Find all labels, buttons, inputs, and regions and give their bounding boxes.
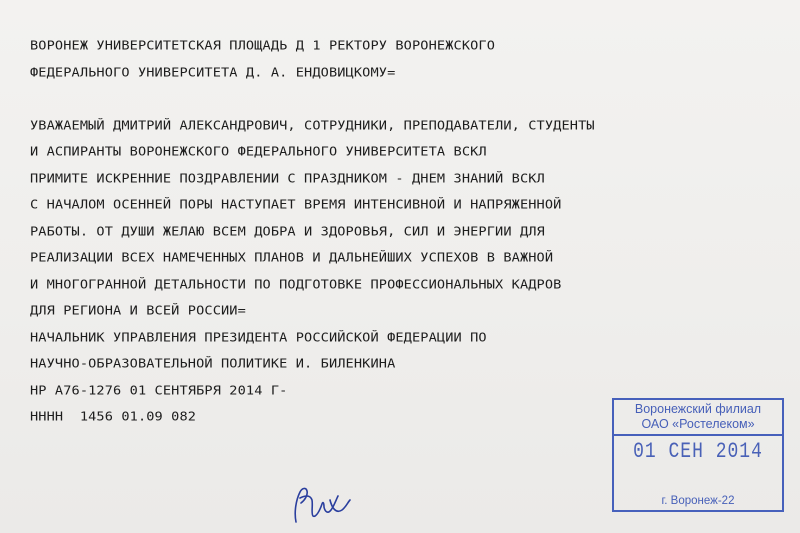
stamp-branch: Воронежский филиал xyxy=(634,402,762,416)
telegram-line-blank xyxy=(30,87,790,111)
telegram-line-sender-1: НАЧАЛЬНИК УПРАВЛЕНИЯ ПРЕЗИДЕНТА РОССИЙСКОЙ ФЕДЕРАЦИИ ПО xyxy=(30,330,487,345)
telegram-line-address-2: ФЕДЕРАЛЬНОГО УНИВЕРСИТЕТА Д. А. ЕНДОВИЦКОМУ= xyxy=(30,65,396,80)
telegram-line-reference: НР А76-1276 01 СЕНТЯБРЯ 2014 Г- xyxy=(30,383,288,398)
telegram-line-body-6: РЕАЛИЗАЦИИ ВСЕХ НАМЕЧЕННЫХ ПЛАНОВ И ДАЛЬНЕЙШИХ УСПЕХОВ В ВАЖНОЙ xyxy=(30,250,554,266)
telegram-line-service: НННН 1456 01.09 082 xyxy=(30,409,197,425)
handwritten-signature xyxy=(286,470,358,530)
postal-stamp xyxy=(612,398,784,512)
telegram-text xyxy=(30,33,790,431)
telegram-line-address-1: ВОРОНЕЖ УНИВЕРСИТЕТСКАЯ ПЛОЩАДЬ Д 1 РЕКТОРУ ВОРОНЕЖСКОГО xyxy=(30,38,496,54)
telegram-line-sender-2: НАУЧНО-ОБРАЗОВАТЕЛЬНОЙ ПОЛИТИКЕ И. БИЛЕНКИНА xyxy=(30,356,396,372)
telegram-line-body-4: С НАЧАЛОМ ОСЕННЕЙ ПОРЫ НАСТУПАЕТ ВРЕМЯ ИНТЕНСИВНОЙ И НАПРЯЖЕННОЙ xyxy=(30,197,562,213)
telegram-line-body-7: И МНОГОГРАННОЙ ДЕТАЛЬНОСТИ ПО ПОДГОТОВКЕ ПРОФЕССИОНАЛЬНЫХ КАДРОВ xyxy=(30,277,562,292)
stamp-date: 01 СЕН 2014 xyxy=(633,439,763,465)
telegram-line-body-3: ПРИМИТЕ ИСКРЕННИЕ ПОЗДРАВЛЕНИИ С ПРАЗДНИКОМ - ДНЕМ ЗНАНИЙ ВСКЛ xyxy=(30,171,545,186)
telegram-line-body-2: И АСПИРАНТЫ ВОРОНЕЖСКОГО ФЕДЕРАЛЬНОГО УНИВЕРСИТЕТА ВСКЛ xyxy=(30,144,487,160)
telegram-line-body-8: ДЛЯ РЕГИОНА И ВСЕЙ РОССИИ= xyxy=(30,303,246,319)
signature-stroke xyxy=(295,488,350,522)
stamp-company: ОАО «Ростелеком» xyxy=(641,417,755,431)
telegram-line-body-5: РАБОТЫ. ОТ ДУШИ ЖЕЛАЮ ВСЕМ ДОБРА И ЗДОРОВЬЯ, СИЛ И ЭНЕРГИИ ДЛЯ xyxy=(30,224,545,239)
telegram-line-body-1: УВАЖАЕМЫЙ ДМИТРИЙ АЛЕКСАНДРОВИЧ, СОТРУДНИКИ, ПРЕПОДАВАТЕЛИ, СТУДЕНТЫ xyxy=(30,118,595,133)
stamp-city: г. Воронеж-22 xyxy=(661,495,735,507)
stamp-divider xyxy=(614,434,782,436)
